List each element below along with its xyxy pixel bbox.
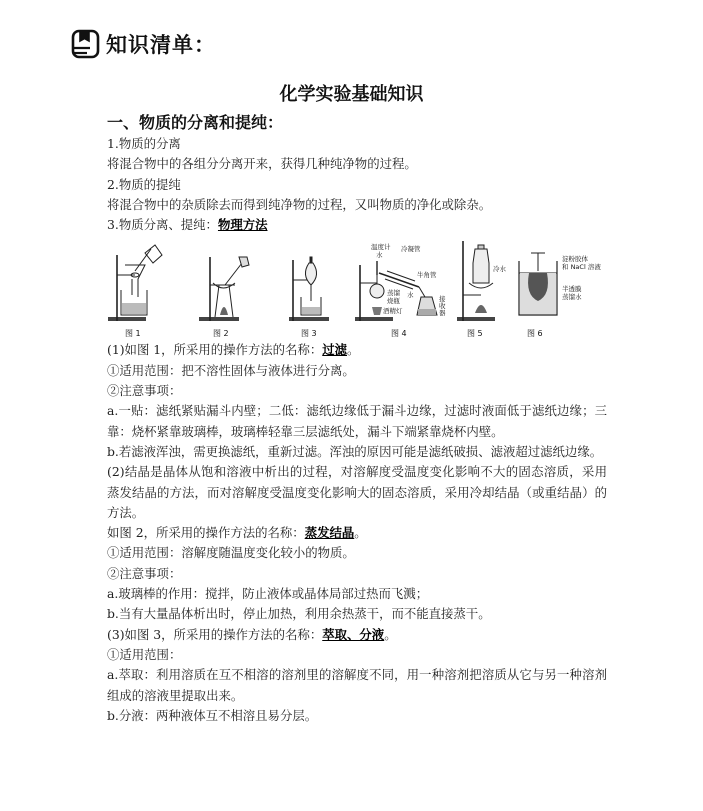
page-title: 化学实验基础知识 [279,84,424,105]
fig2-label: 图 2 [213,329,229,339]
knowledge-list-header [70,28,216,60]
q1-scope: ①适用范围：把不溶性固体与液体进行分离。 [107,362,355,378]
q3-answer: 萃取、分液 [322,626,385,642]
q2-intro: (2)结晶是晶体从饱和溶液中析出的过程，对溶解度受温度变化影响不大的固态溶质，采用蒸发结晶的方法，而对溶解度受温度变化影响大的固态溶质，采用冷却结晶（或重结晶）的方法。 [107,464,607,520]
q1-note-b: b.若滤液浑浊，需更换滤纸，重新过滤。浑浊的原因可能是滤纸破损、滤液超过滤纸边缘。 [107,443,603,459]
q3-end: 。 [384,626,397,642]
figure-6-dialysis [519,253,601,338]
line-purification-title: 2.物质的提纯 [107,176,181,192]
fig5-cold-water: 冷水 [493,265,506,274]
fig4-label: 图 4 [391,329,407,339]
fig4-flask-1: 蒸馏 [387,289,400,298]
q2-answer: 蒸发结晶 [304,525,355,541]
fig6-membrane-1: 半透膜 [562,285,582,294]
figure-5-sublimation [457,241,507,338]
fig6-label: 图 6 [527,329,543,339]
methods-answer: 物理方法 [217,217,268,233]
q3-prefix: (3)如图 3，所采用的操作方法的名称： [107,626,323,642]
fig4-water-in: 水 [376,251,383,260]
fig6-colloid-1: 淀粉胶体 [562,255,588,264]
document-body [107,134,607,726]
q1-prefix: (1)如图 1，所采用的操作方法的名称： [107,342,323,358]
q2-prefix: 如图 2，所采用的操作方法的名称： [107,525,305,541]
fig6-membrane-2: 蒸馏水 [562,293,582,302]
apparatus-figures [107,235,607,340]
figure-3-separatory-funnel [289,257,329,338]
q3-line [107,625,607,645]
fig1-label: 图 1 [125,329,141,339]
notebook-icon [70,28,102,60]
fig4-receiver-1: 接 [439,295,446,304]
fig4-water-out: 水 [407,291,414,300]
fig4-condenser: 冷凝管 [401,245,421,254]
methods-prefix: 3.物质分离、提纯： [107,217,218,233]
fig4-niujiao: 牛角管 [417,271,437,280]
q2-scope: ①适用范围：溶解度随温度变化较小的物质。 [107,545,355,561]
line-separation-title: 1.物质的分离 [107,136,181,151]
fig4-flask-2: 烧瓶 [387,297,400,306]
q1-notes: ②注意事项： [107,383,182,399]
q2-line [107,523,607,543]
fig3-label: 图 3 [301,329,317,339]
fig5-label: 图 5 [467,329,483,339]
q2-note-b: b.当有大量晶体析出时，停止加热，利用余热蒸干，而不能直接蒸干。 [107,606,491,622]
q3-note-b: b.分液：两种液体互不相溶且易分层。 [107,707,318,723]
figure-1-filtration [108,245,162,338]
q3-note-a: a.萃取：利用溶质在互不相溶的溶剂里的溶解度不同，用一种溶剂把溶质从它与另一种溶剂组成的溶液里提取出来。 [107,667,607,703]
line-purification-def: 将混合物中的杂质除去而得到纯净物的过程，又叫物质的净化或除杂。 [107,196,492,212]
fig6-colloid-2: 和 NaCl 溶液 [562,263,601,272]
q2-note-a: a.玻璃棒的作用：搅拌，防止液体或晶体局部过热而飞溅； [107,586,429,602]
q2-end: 。 [354,525,367,541]
figure-4-distillation [355,242,446,338]
q2-notes: ②注意事项： [107,565,182,581]
fig4-receiver-3: 器 [439,309,446,318]
section-heading: 一、物质的分离和提纯： [107,113,284,132]
line-separation-def: 将混合物中的各组分分离开来，获得几种纯净物的过程。 [107,156,417,172]
q1-answer: 过滤 [322,342,348,358]
q1-note-a: a.一贴：滤纸紧贴漏斗内壁；二低：滤纸边缘低于漏斗边缘，过滤时液面低于滤纸边缘；三靠：烧杯紧靠玻璃棒，玻璃棒轻靠三层滤纸处，漏斗下端紧靠烧杯内壁。 [107,403,607,439]
line-methods [107,215,607,235]
q3-scope: ①适用范围： [107,646,182,662]
q1-end: 。 [347,342,360,358]
fig4-receiver-2: 收 [439,302,446,311]
header-label: 知识清单： [106,33,216,57]
q1-line [107,340,607,360]
fig4-thermometer: 温度计 [371,243,391,252]
figure-2-evaporation [199,257,249,338]
fig4-lamp: 酒精灯 [383,307,403,316]
